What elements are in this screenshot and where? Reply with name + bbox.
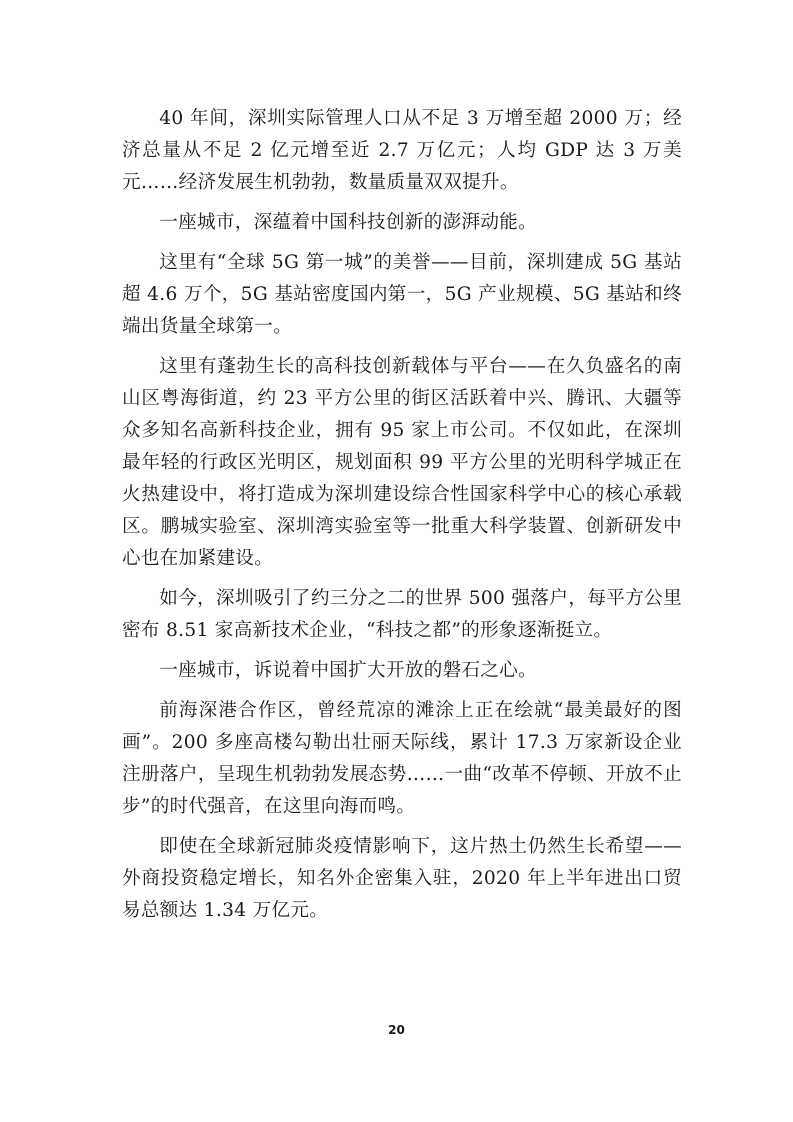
page-number: 20: [388, 1023, 405, 1037]
paragraph-3: 这里有“全球 5G 第一城”的美誉——目前，深圳建成 5G 基站超 4.6 万个，5G 基站密度国内第一，5G 产业规模、5G 基站和终端出货量全球第一。: [122, 252, 682, 337]
paragraph-5: 如今，深圳吸引了约三分之二的世界 500 强落户，每平方公里密布 8.51 家高新技术企业，“科技之都”的形象逐渐挺立。: [122, 588, 682, 641]
paragraph-2: 一座城市，深蕴着中国科技创新的澎湃动能。: [159, 212, 538, 233]
paragraph-6: 一座城市，诉说着中国扩大开放的磐石之心。: [159, 660, 538, 681]
body-text: [122, 103, 682, 935]
paragraph-4: 这里有蓬勃生长的高科技创新载体与平台——在久负盛名的南山区粤海街道，约 23 平方公里的街区活跃着中兴、腾讯、大疆等众多知名高新科技企业，拥有 95 家上市公司。不仅如此，在深圳最年轻的行政区光明区，规划面积 99 平方公里的光明科学城正在火热建设中，将打造成为深圳建设综合性国家科学中心的核心承载区。鹏城实验室、深圳湾实验室等一批重大科学装置、创新研发中心也在加紧建设。: [122, 356, 682, 569]
paragraph-7: 前海深港合作区，曾经荒凉的滩涂上正在绘就“最美最好的图画”。200 多座高楼勾勒出壮丽天际线，累计 17.3 万家新设企业注册落户，呈现生机勃勃发展态势……一曲“改革不停顿、开放不止步”的时代强音，在这里向海而鸣。: [122, 700, 682, 817]
paragraph-8: 即使在全球新冠肺炎疫情影响下，这片热土仍然生长希望——外商投资稳定增长，知名外企密集入驻，2020 年上半年进出口贸易总额达 1.34 万亿元。: [122, 836, 682, 921]
paragraph-1: 40 年间，深圳实际管理人口从不足 3 万增至超 2000 万；经济总量从不足 2 亿元增至近 2.7 万亿元；人均 GDP 达 3 万美元……经济发展生机勃勃，数量质量双双提升。: [122, 108, 682, 193]
